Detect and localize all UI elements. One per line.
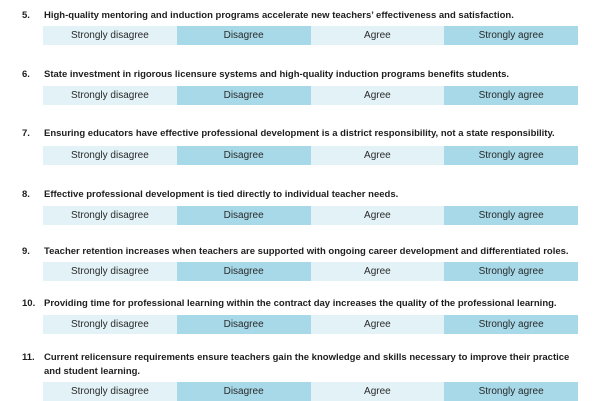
- option-strongly-disagree[interactable]: Strongly disagree: [43, 146, 177, 165]
- option-agree[interactable]: Agree: [311, 382, 445, 401]
- question-number: 5.: [22, 10, 30, 21]
- option-disagree[interactable]: Disagree: [177, 382, 311, 401]
- option-strongly-agree[interactable]: Strongly agree: [444, 146, 578, 165]
- option-strongly-agree[interactable]: Strongly agree: [444, 382, 578, 401]
- likert-scale: [43, 382, 578, 401]
- option-agree[interactable]: Agree: [311, 86, 445, 105]
- option-strongly-disagree[interactable]: Strongly disagree: [43, 86, 177, 105]
- option-agree[interactable]: Agree: [311, 26, 445, 45]
- option-strongly-agree[interactable]: Strongly agree: [444, 86, 578, 105]
- question-number: 7.: [22, 128, 30, 139]
- likert-scale: [43, 86, 578, 105]
- question-text: [22, 245, 582, 259]
- option-agree[interactable]: Agree: [311, 146, 445, 165]
- option-agree[interactable]: Agree: [311, 262, 445, 281]
- likert-scale: [43, 262, 578, 281]
- question-label: Providing time for professional learning within the contract day increases the quality of the professional learning.: [44, 298, 557, 309]
- option-disagree[interactable]: Disagree: [177, 146, 311, 165]
- likert-scale: [43, 26, 578, 45]
- question-text: [22, 127, 582, 141]
- question-label: State investment in rigorous licensure systems and high-quality induction programs benefits students.: [44, 69, 510, 80]
- option-strongly-disagree[interactable]: Strongly disagree: [43, 315, 177, 334]
- question-label: Teacher retention increases when teachers are supported with ongoing career development and differentiated roles.: [44, 246, 569, 257]
- option-strongly-disagree[interactable]: Strongly disagree: [43, 262, 177, 281]
- question-text: [22, 351, 582, 379]
- question-number: 9.: [22, 246, 30, 257]
- option-strongly-disagree[interactable]: Strongly disagree: [43, 206, 177, 225]
- question-label: Current relicensure requirements ensure teachers gain the knowledge and skills necessary to improve their practice and student learning.: [44, 352, 570, 377]
- question-label: High-quality mentoring and induction programs accelerate new teachers’ effectiveness and satisfaction.: [44, 10, 514, 21]
- question-text: [22, 188, 582, 202]
- likert-scale: [43, 206, 578, 225]
- option-disagree[interactable]: Disagree: [177, 262, 311, 281]
- option-strongly-agree[interactable]: Strongly agree: [444, 26, 578, 45]
- question-text: [22, 297, 582, 311]
- option-disagree[interactable]: Disagree: [177, 206, 311, 225]
- option-strongly-agree[interactable]: Strongly agree: [444, 206, 578, 225]
- option-disagree[interactable]: Disagree: [177, 86, 311, 105]
- option-agree[interactable]: Agree: [311, 206, 445, 225]
- question-number: 11.: [22, 352, 35, 363]
- option-strongly-disagree[interactable]: Strongly disagree: [43, 26, 177, 45]
- option-strongly-disagree[interactable]: Strongly disagree: [43, 382, 177, 401]
- question-text: [22, 68, 582, 82]
- likert-scale: [43, 315, 578, 334]
- question-label: Effective professional development is tied directly to individual teacher needs.: [44, 189, 399, 200]
- option-agree[interactable]: Agree: [311, 315, 445, 334]
- option-disagree[interactable]: Disagree: [177, 26, 311, 45]
- question-text: [22, 9, 582, 23]
- option-strongly-agree[interactable]: Strongly agree: [444, 315, 578, 334]
- option-strongly-agree[interactable]: Strongly agree: [444, 262, 578, 281]
- question-number: 10.: [22, 298, 36, 309]
- question-number: 8.: [22, 189, 30, 200]
- question-label: Ensuring educators have effective professional development is a district responsibility, not a state responsibility.: [44, 128, 555, 139]
- likert-scale: [43, 146, 578, 165]
- option-disagree[interactable]: Disagree: [177, 315, 311, 334]
- question-number: 6.: [22, 69, 30, 80]
